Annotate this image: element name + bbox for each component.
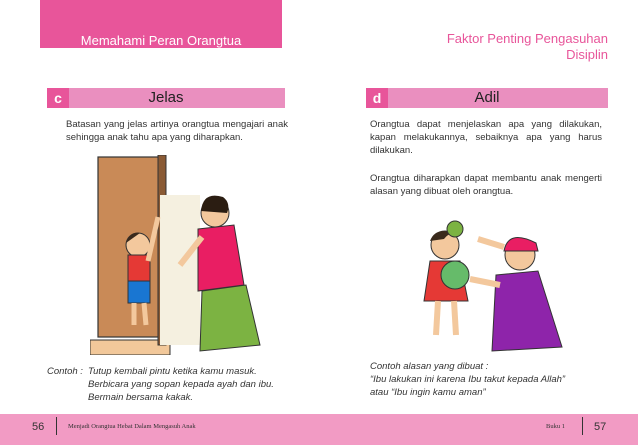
right-page-number: 57 [594, 421, 607, 433]
right-header-title: Faktor Penting Pengasuhan Disiplin [446, 31, 608, 62]
right-example-line: atau “Ibu ingin kamu aman” [370, 387, 486, 398]
right-example-line: “Ibu lakukan ini karena Ibu takut kepada Allah” [370, 374, 566, 385]
section-bar-adil [366, 88, 608, 108]
left-header-banner [40, 0, 282, 48]
right-example-block [370, 360, 610, 399]
section-title-jelas: Jelas [148, 89, 184, 106]
left-example-line: Berbicara yang sopan kepada ayah dan ibu. [88, 379, 274, 390]
footer-divider-right [582, 417, 583, 435]
left-example-list [88, 365, 288, 404]
right-body-text-1: Orangtua dapat menjelaskan apa yang dilakukan, kapan melakukannya, sebaiknya apa yang harus dilakukan. [370, 119, 602, 156]
footer-divider-left [56, 417, 57, 435]
section-letter-d: d [366, 88, 388, 108]
illustration-door-mother-child [90, 155, 265, 355]
left-example-line: Tutup kembali pintu ketika kamu masuk. [88, 366, 257, 377]
left-body-text: Batasan yang jelas artinya orangtua mengajari anak sehingga anak tahu apa yang diharapkan. [66, 119, 288, 143]
section-letter-c: c [47, 88, 69, 108]
left-page-number: 56 [32, 421, 45, 433]
left-example-line: Bermain bersama kakak. [88, 392, 194, 403]
right-example-label: Contoh alasan yang dibuat : [370, 361, 489, 372]
left-footer-text: Menjadi Orangtua Hebat Dalam Mengasuh Anak [68, 423, 196, 430]
left-example-label: Contoh : [47, 366, 83, 377]
right-body-text-2: Orangtua diharapkan dapat membantu anak mengerti alasan yang dibuat oleh orangtua. [370, 173, 602, 197]
right-footer-text: Buku 1 [546, 423, 565, 430]
illustration-mother-child-balloon [400, 215, 570, 355]
section-title-adil: Adil [474, 89, 500, 106]
section-bar-jelas [47, 88, 285, 108]
left-header-title: Memahami Peran Orangtua [80, 33, 242, 48]
